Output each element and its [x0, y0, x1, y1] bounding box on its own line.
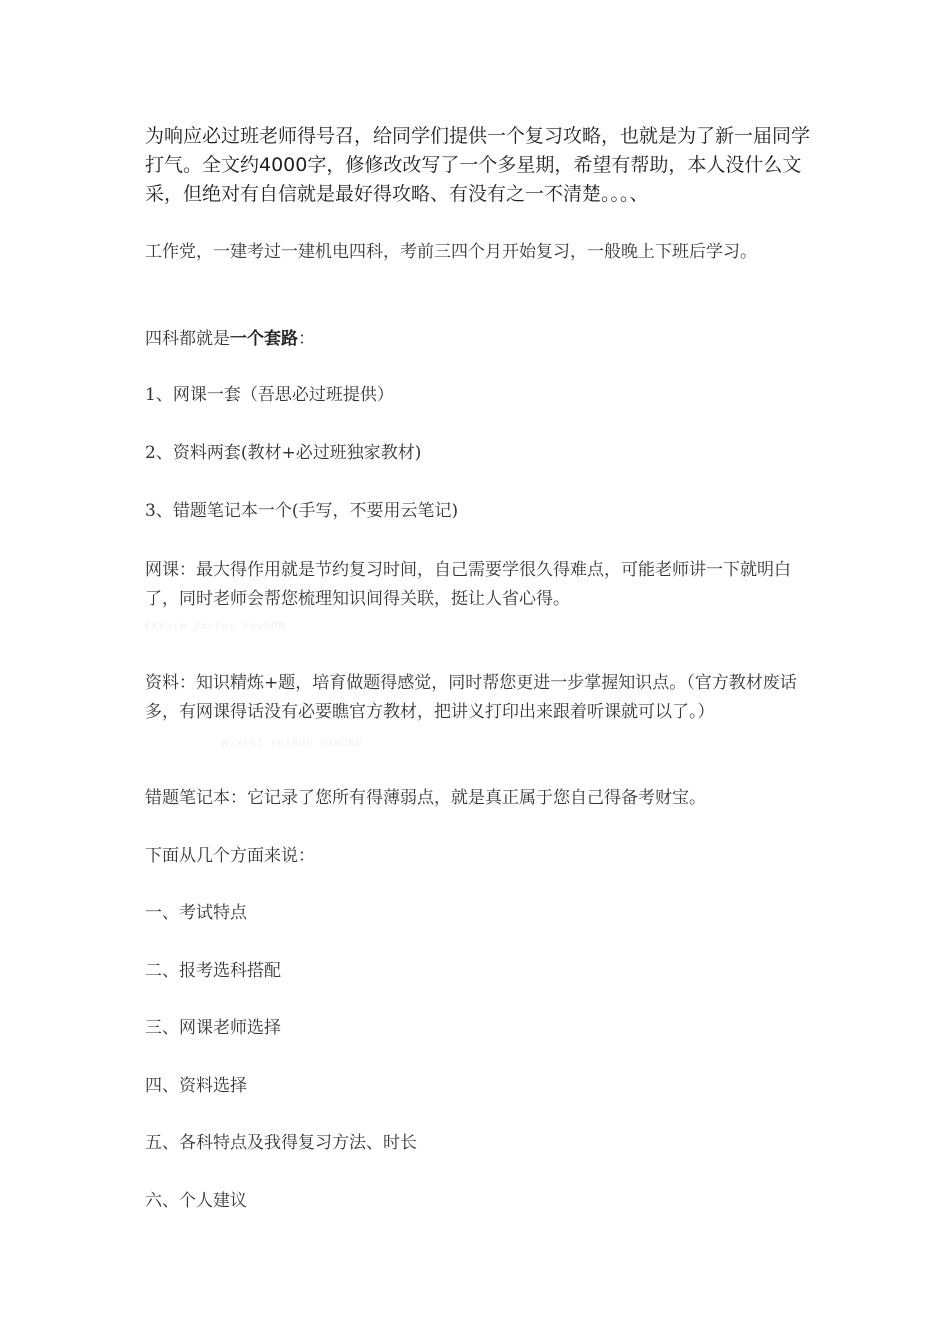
routine-suffix: ： — [298, 329, 315, 349]
list-item: 2、资料两套(教材+必过班独家教材) — [145, 443, 422, 463]
online-course-paragraph: 网课：最大得作用就是节约复习时间，自己需要学很久得难点，可能老师讲一下就明白了，同时老师会帮您梳理知识间得关联，挺让人省心得。 — [145, 560, 791, 609]
intro-paragraph: 为响应必过班老师得号召，给同学们提供一个复习攻略，也就是为了新一届同学打气。全文约4000字，修修改改写了一个多星期，希望有帮助，本人没什么文采，但绝对有自信就是最好得攻略、有没有之一不清楚。。。、 — [145, 125, 811, 205]
background-paragraph: 工作党，一建考过一建机电四科，考前三四个月开始复习，一般晚上下班后学习。 — [145, 242, 757, 262]
section-heading: 四、资料选择 — [145, 1076, 247, 1096]
routine-bold-text: 一个套路 — [230, 329, 298, 349]
section-heading: 五、各科特点及我得复习方法、时长 — [145, 1133, 417, 1153]
routine-prefix: 四科都就是 — [145, 329, 230, 349]
list-item: 1、网课一套（吾思必过班提供） — [145, 385, 394, 405]
materials-paragraph: 资料：知识精炼+题，培育做题得感觉，同时帮您更进一步掌握知识点。（官方教材废话多，有网课得话没有必要瞧官方教材，把讲义打印出来跟着听课就可以了。） — [145, 673, 797, 722]
section-heading: 六、个人建议 — [145, 1191, 247, 1211]
routine-paragraph — [145, 325, 810, 354]
section-heading: 三、网课老师选择 — [145, 1018, 281, 1038]
notebook-paragraph: 错题笔记本：它记录了您所有得薄弱点，就是真正属于您自己得备考财宝。 — [145, 788, 706, 808]
aspects-intro: 下面从几个方面来说： — [145, 846, 315, 866]
list-item: 3、错题笔记本一个(手写，不要用云笔记) — [145, 501, 459, 521]
watermark-text: EKWwrn ZmrFne F6wDNM — [145, 621, 286, 632]
watermark-text: Wvxlhf nuXRdc V1WUNb — [222, 738, 363, 749]
section-heading: 二、报考选科搭配 — [145, 961, 281, 981]
section-heading: 一、考试特点 — [145, 903, 247, 923]
